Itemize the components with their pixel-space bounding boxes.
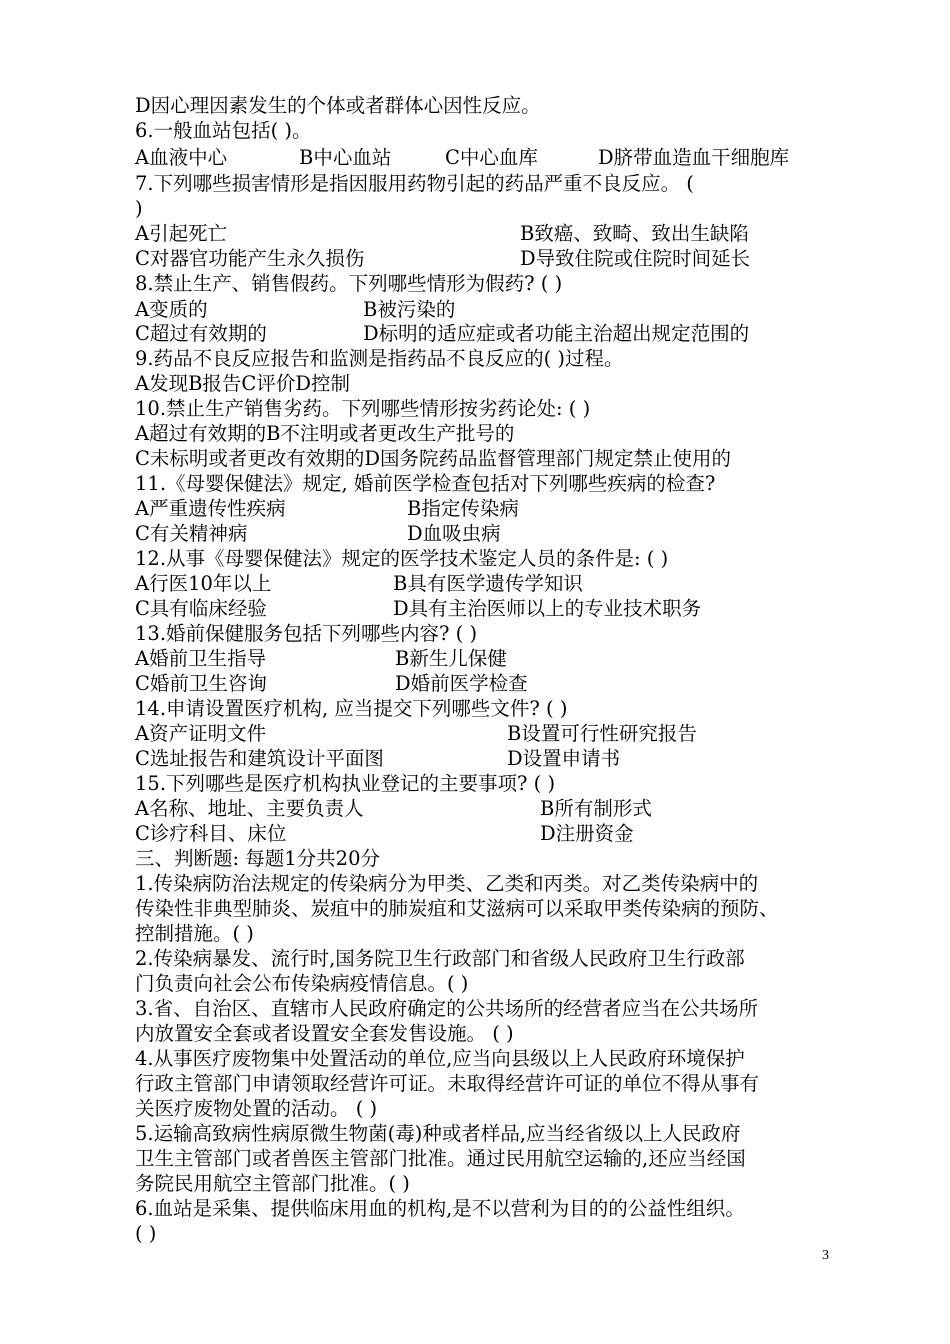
line-text: 门负责向社会公布传染病疫情信息。( ) [135, 972, 469, 995]
line-text: 1.传染病防治法规定的传染病分为甲类、乙类和丙类。对乙类传染病中的 [135, 872, 759, 895]
line-text: 15.下列哪些是医疗机构执业登记的主要事项? ( ) [135, 772, 556, 795]
line-text: 12.从事《母婴保健法》规定的医学技术鉴定人员的条件是: ( ) [135, 547, 669, 570]
option-text: B指定传染病 [407, 497, 519, 520]
line-text: 8.禁止生产、销售假药。下列哪些情形为假药? ( ) [135, 272, 563, 295]
line-text: 6.血站是采集、提供临床用血的机构,是不以营利为目的的公益性组织。 [135, 1197, 745, 1220]
line-text: 行政主管部门申请领取经营许可证。未取得经营许可证的单位不得从事有 [135, 1072, 760, 1095]
line-text: 5.运输高致病性病原微生物菌(毒)种或者样品,应当经省级以上人民政府 [135, 1122, 741, 1145]
line-text: A超过有效期的B不注明或者更改生产批号的 [135, 422, 515, 445]
page-number: 3 [822, 1248, 829, 1263]
line-text: ) [135, 197, 143, 220]
option-text: A血液中心 [135, 146, 228, 169]
option-text: D设置申请书 [507, 747, 621, 770]
option-text: C有关精神病 [135, 522, 248, 545]
line-text: 务院民用航空主管部门批准。( ) [135, 1172, 410, 1195]
line-text: 内放置安全套或者设置安全套发售设施。 ( ) [135, 1022, 514, 1045]
line-text: 关医疗废物处置的活动。 ( ) [135, 1097, 378, 1120]
option-text: B中心血站 [299, 146, 392, 169]
line-text: 11.《母婴保健法》规定, 婚前医学检查包括对下列哪些疾病的检查? [135, 472, 716, 495]
line-text: ( ) [135, 1222, 157, 1245]
option-text: C选址报告和建筑设计平面图 [135, 747, 384, 770]
option-text: B设置可行性研究报告 [507, 722, 697, 745]
line-text: 9.药品不良反应报告和监测是指药品不良反应的( )过程。 [135, 347, 624, 370]
option-text: D标明的适应症或者功能主治超出规定范围的 [363, 322, 750, 345]
option-text: B所有制形式 [540, 797, 652, 820]
option-text: D注册资金 [540, 822, 634, 845]
option-text: A名称、地址、主要负责人 [135, 797, 364, 820]
option-text: D血吸虫病 [407, 522, 501, 545]
option-text: A行医10年以上 [135, 572, 272, 595]
line-text: 控制措施。( ) [135, 922, 254, 945]
line-text: 14.申请设置医疗机构, 应当提交下列哪些文件? ( ) [135, 697, 568, 720]
option-text: C超过有效期的 [135, 322, 267, 345]
option-text: C诊疗科目、床位 [135, 822, 287, 845]
line-text: 2.传染病暴发、流行时,国务院卫生行政部门和省级人民政府卫生行政部 [135, 947, 745, 970]
line-text: 13.婚前保健服务包括下列哪些内容? ( ) [135, 622, 478, 645]
option-text: A资产证明文件 [135, 722, 267, 745]
option-text: C对器官功能产生永久损伤 [135, 247, 365, 270]
option-text: A严重遗传性疾病 [135, 497, 286, 520]
option-text: D婚前医学检查 [395, 672, 528, 695]
option-text: B新生儿保健 [395, 647, 507, 670]
line-text: D因心理因素发生的个体或者群体心因性反应。 [135, 94, 541, 117]
option-text: C中心血库 [445, 146, 538, 169]
option-text: C婚前卫生咨询 [135, 672, 267, 695]
option-text: B被污染的 [363, 298, 456, 321]
option-text: A引起死亡 [135, 222, 228, 245]
option-text: D导致住院或住院时间延长 [520, 247, 751, 270]
line-text: 卫生主管部门或者兽医主管部门批准。通过民用航空运输的,还应当经国 [135, 1147, 746, 1170]
line-text: 10.禁止生产销售劣药。下列哪些情形按劣药论处: ( ) [135, 397, 591, 420]
line-text: 6.一般血站包括( )。 [135, 119, 312, 142]
option-text: A变质的 [135, 298, 208, 321]
line-text: 4.从事医疗废物集中处置活动的单位,应当向县级以上人民政府环境保护 [135, 1047, 745, 1070]
option-text: D具有主治医师以上的专业技术职务 [393, 597, 702, 620]
option-text: B具有医学遗传学知识 [393, 572, 583, 595]
line-text: 传染性非典型肺炎、炭疽中的肺炭疽和艾滋病可以采取甲类传染病的预防、 [135, 897, 779, 920]
option-text: A婚前卫生指导 [135, 647, 267, 670]
option-text: C具有临床经验 [135, 597, 267, 620]
line-text: 三、判断题: 每题1分共20分 [135, 847, 380, 870]
option-text: B致癌、致畸、致出生缺陷 [520, 222, 749, 245]
line-text: A发现B报告C评价D控制 [135, 372, 350, 395]
line-text: 7.下列哪些损害情形是指因服用药物引起的药品严重不良反应。 ( [135, 172, 694, 195]
line-text: 3.省、自治区、直辖市人民政府确定的公共场所的经营者应当在公共场所 [135, 997, 759, 1020]
line-text: C未标明或者更改有效期的D国务院药品监督管理部门规定禁止使用的 [135, 447, 732, 470]
option-text: D脐带血造血干细胞库 [598, 146, 790, 169]
